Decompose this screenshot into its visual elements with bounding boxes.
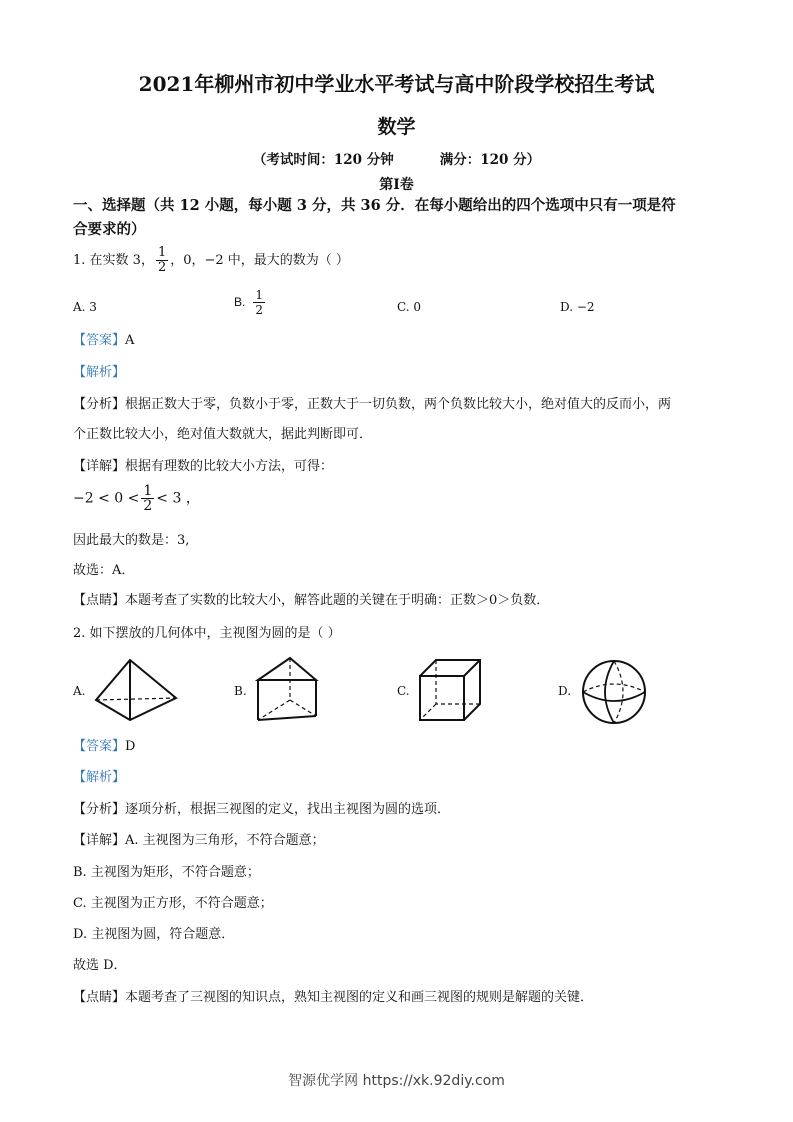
q1-option-c: C. 0 [397, 300, 422, 314]
q1-option-b: B. $\frac{1}{2}$ [234, 288, 263, 317]
q2-choose: 故选 D． [73, 958, 127, 973]
footer-watermark: 智源优学网 https://xk.92diy.com [288, 1073, 505, 1089]
q2-line-b: B. 主视图为矩形，不符合题意； [73, 865, 260, 880]
q1-stem-a: 1. 在实数 3， [73, 253, 154, 268]
q1-stem-fraction: $\frac{1}{2}$ [157, 245, 167, 275]
q2-analysis-tag: 【解析】 [73, 770, 126, 785]
exam-meta [0, 148, 793, 168]
section-heading-line2: 合要求的） [73, 221, 146, 238]
q1-inequality-fraction: $\frac{1}{2}$ [143, 483, 153, 514]
document-title: 2021年柳州市初中学业水平考试与高中阶段学校招生考试 [138, 72, 655, 96]
q2-xiangjie: 【详解】A. 主视图为三角形，不符合题意； [73, 833, 325, 848]
q1-xiangjie: 【详解】根据有理数的比较大小方法，可得： [73, 459, 334, 474]
pyramid-figure [90, 656, 186, 726]
cube-figure [416, 656, 488, 726]
q2-option-d-label: D. [558, 684, 572, 698]
q1-result: 因此最大的数是：3, [73, 533, 190, 548]
q2-line-c: C. 主视图为正方形，不符合题意； [73, 896, 273, 911]
q2-option-c-label: C. [397, 684, 410, 698]
sphere-figure [578, 656, 650, 728]
q2-answer: 【答案】D [73, 739, 136, 754]
section-heading-line1: 一、选择题（共 12 小题，每小题 3 分，共 36 分．在每小题给出的四个选项中只有一项是符 [73, 197, 676, 214]
exam-score: 满分：120 分） [439, 152, 541, 168]
q1-inequality: −2 < 0 < $\frac{1}{2}$ < 3 ， [73, 483, 200, 514]
exam-time: （考试时间：120 分钟 [252, 152, 394, 168]
volume-title: 第Ⅰ卷 [379, 177, 414, 193]
q2-option-b-label: B. [234, 684, 247, 698]
q1-answer: 【答案】A [73, 333, 135, 348]
q1-fenxi-line2: 个正数比较大小，绝对值大数就大，据此判断即可． [73, 427, 373, 442]
q1-analysis-tag: 【解析】 [73, 365, 126, 380]
triangular-prism-figure [254, 654, 326, 726]
q1-option-b-fraction: $\frac{1}{2}$ [255, 288, 263, 317]
q1-option-a: A. 3 [73, 300, 97, 314]
q1-choose: 故选：A． [73, 563, 135, 578]
q1-dianjing: 【点睛】本题考查了实数的比较大小，解答此题的关键在于明确：正数＞0＞负数． [73, 593, 550, 608]
q2-fenxi: 【分析】逐项分析，根据三视图的定义，找出主视图为圆的选项． [73, 802, 451, 817]
q1-option-d: D. −2 [560, 300, 595, 314]
q1-fenxi-line1: 【分析】根据正数大于零，负数小于零，正数大于一切负数，两个负数比较大小，绝对值大的反而小，两 [73, 397, 672, 412]
q1-stem-b: ，0，−2 中，最大的数为（ ） [170, 253, 349, 268]
q2-line-d: D. 主视图为圆，符合题意． [73, 927, 235, 942]
q2-stem: 2. 如下摆放的几何体中，主视图为圆的是（ ） [73, 626, 341, 641]
q2-dianjing: 【点睛】本题考查了三视图的知识点，熟知主视图的定义和画三视图的规则是解题的关键． [73, 990, 594, 1005]
subject-title: 数学 [377, 116, 416, 138]
q2-option-a-label: A. [73, 684, 86, 698]
q1-stem [73, 246, 349, 275]
